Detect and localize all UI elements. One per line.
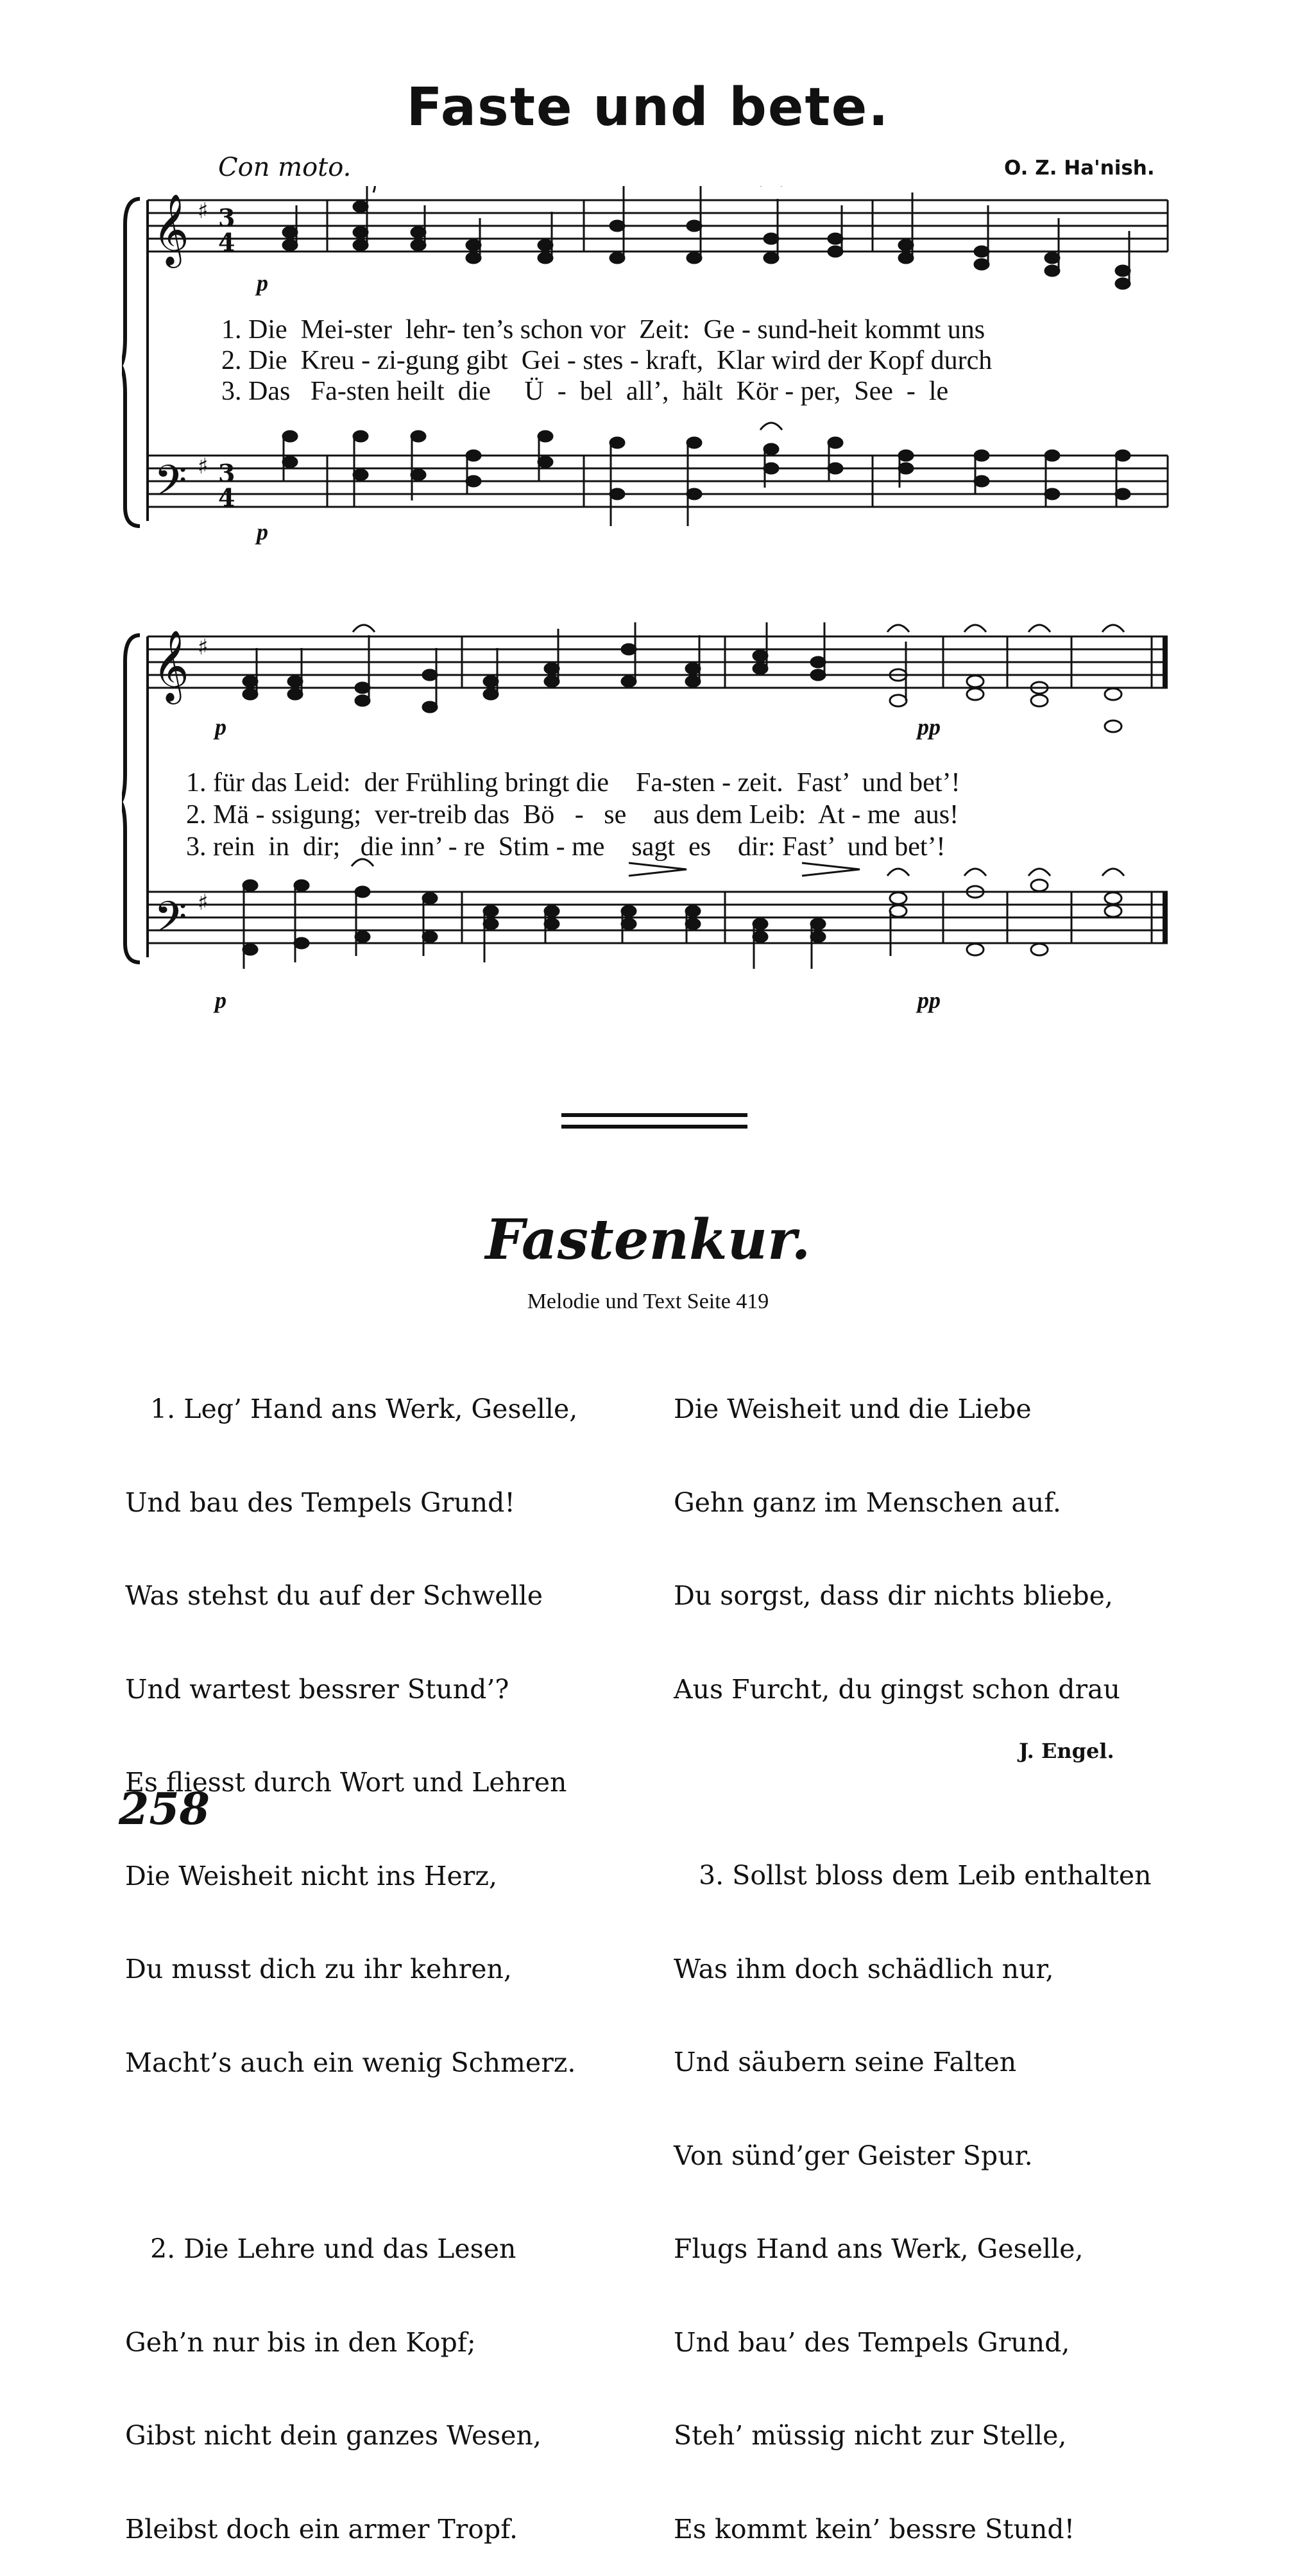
dynamic-p: p xyxy=(215,987,226,1013)
treble-notes xyxy=(283,186,1130,289)
svg-text:4: 4 xyxy=(218,483,235,512)
poem-line: Geh’n nur bis in den Kopf; xyxy=(125,2326,476,2358)
svg-text:4: 4 xyxy=(218,228,235,257)
tempo-marking: Con moto. xyxy=(218,153,352,182)
lyrics-verse-3: 3. Das Fa-sten heilt die Ü - bel all’, hält Kör - per, See - le xyxy=(221,377,949,406)
dynamic-p: p xyxy=(257,270,268,296)
poem-line: Die Weisheit und die Liebe xyxy=(674,1394,1032,1424)
poem-line: Es kommt kein’ bessre Stund! xyxy=(674,2513,1075,2545)
poem-line: Du sorgst, dass dir nichts bliebe, xyxy=(674,1580,1113,1611)
treble-notes xyxy=(243,622,1124,732)
time-signature: 3 xyxy=(218,203,235,232)
poem-author: J. Engel. xyxy=(1019,1739,1114,1763)
bass-staff xyxy=(148,456,1168,507)
svg-text:♯: ♯ xyxy=(198,890,209,916)
poem-line: Was ihm doch schädlich nur, xyxy=(674,1953,1054,1984)
system-brace xyxy=(122,635,140,962)
poem-line: 1. Leg’ Hand ans Werk, Geselle, xyxy=(125,1394,578,1424)
composer: O. Z. Ha'nish. xyxy=(1004,157,1155,180)
treble-clef-icon: 𝄞 xyxy=(153,629,189,701)
treble-clef-icon: 𝄞 xyxy=(153,193,189,265)
dynamic-p: p xyxy=(257,519,268,545)
poem-line: Du musst dich zu ihr kehren, xyxy=(125,1954,512,1984)
poem-line: Die Weisheit nicht ins Herz, xyxy=(125,1860,498,1891)
poem-line: Und bau des Tempels Grund! xyxy=(125,1487,515,1518)
bass-clef-icon: 𝄢 xyxy=(154,892,187,952)
bass-staff xyxy=(148,892,1168,943)
lyrics-verse-2: 2. Mä - ssigung; ver-treib das Bö - se aus dem Leib: At - me aus! xyxy=(186,800,959,830)
poem-line: Aus Furcht, du gingst schon drau xyxy=(674,1673,1120,1705)
poem-line: Und bau’ des Tempels Grund, xyxy=(674,2326,1070,2358)
poem-line: Bleibst doch ein armer Tropf. xyxy=(125,2513,518,2545)
poem-line xyxy=(125,2140,577,2171)
poem-line: Was stehst du auf der Schwelle xyxy=(125,1580,543,1611)
poem-line: Gehn ganz im Menschen auf. xyxy=(674,1487,1061,1518)
dynamic-p: p xyxy=(215,714,226,740)
key-signature-sharp: ♯ xyxy=(198,198,209,224)
poem-line: Macht’s auch ein wenig Schmerz. xyxy=(125,2047,576,2078)
poem-left-column xyxy=(125,1331,577,2576)
bass-notes xyxy=(283,423,1130,526)
dynamic-pp: pp xyxy=(917,714,941,740)
poem-right-column xyxy=(674,1331,1152,2576)
system-brace xyxy=(122,199,140,526)
lyrics-verse-2: 2. Die Kreu - zi-gung gibt Gei - stes - kraft, Klar wird der Kopf durch xyxy=(221,346,993,375)
poem-line: Es fliesst durch Wort und Lehren xyxy=(125,1767,567,1798)
poem-line: Und wartest bessrer Stund’? xyxy=(125,1673,509,1705)
poem-line: Und säubern seine Falten xyxy=(674,2047,1017,2077)
svg-text:♯: ♯ xyxy=(198,454,209,479)
bass-clef-icon: 𝄢 xyxy=(154,456,187,516)
treble-staff xyxy=(148,200,1168,252)
dynamic-pp: pp xyxy=(917,987,941,1013)
poem-title: Fastenkur. xyxy=(485,1207,811,1272)
poem-line: Steh’ müssig nicht zur Stelle, xyxy=(674,2420,1067,2451)
lyrics-verse-3: 3. rein in dir; die inn’ - re Stim - me sagt es dir: Fast’ und bet’! xyxy=(186,832,946,862)
lyrics-verse-1: 1. Die Mei-ster lehr- ten’s schon vor Zeit: Ge - sund-heit kommt uns xyxy=(221,315,985,345)
key-signature-sharp: ♯ xyxy=(198,635,209,660)
poem-line: Von sünd’ger Geister Spur. xyxy=(674,2140,1033,2171)
poem-line xyxy=(674,1767,1152,1798)
poem-line: Flugs Hand ans Werk, Geselle, xyxy=(674,2233,1084,2264)
lyrics-verse-1: 1. für das Leid: der Frühling bringt die Fa-sten - zeit. Fast’ und bet’! xyxy=(186,768,960,798)
bass-notes xyxy=(243,859,1124,969)
poem-line: 2. Die Lehre und das Lesen xyxy=(125,2233,516,2264)
poem-line: Gibst nicht dein ganzes Wesen, xyxy=(125,2420,541,2451)
section-divider xyxy=(561,1125,747,1129)
song-title: Faste und bete. xyxy=(406,77,890,138)
poem-line: 3. Sollst bloss dem Leib enthalten xyxy=(674,1860,1152,1891)
svg-text:3: 3 xyxy=(218,459,235,488)
page-number: 258 xyxy=(119,1784,210,1835)
section-divider xyxy=(561,1113,747,1117)
poem-credit: Melodie und Text Seite 419 xyxy=(527,1290,769,1313)
